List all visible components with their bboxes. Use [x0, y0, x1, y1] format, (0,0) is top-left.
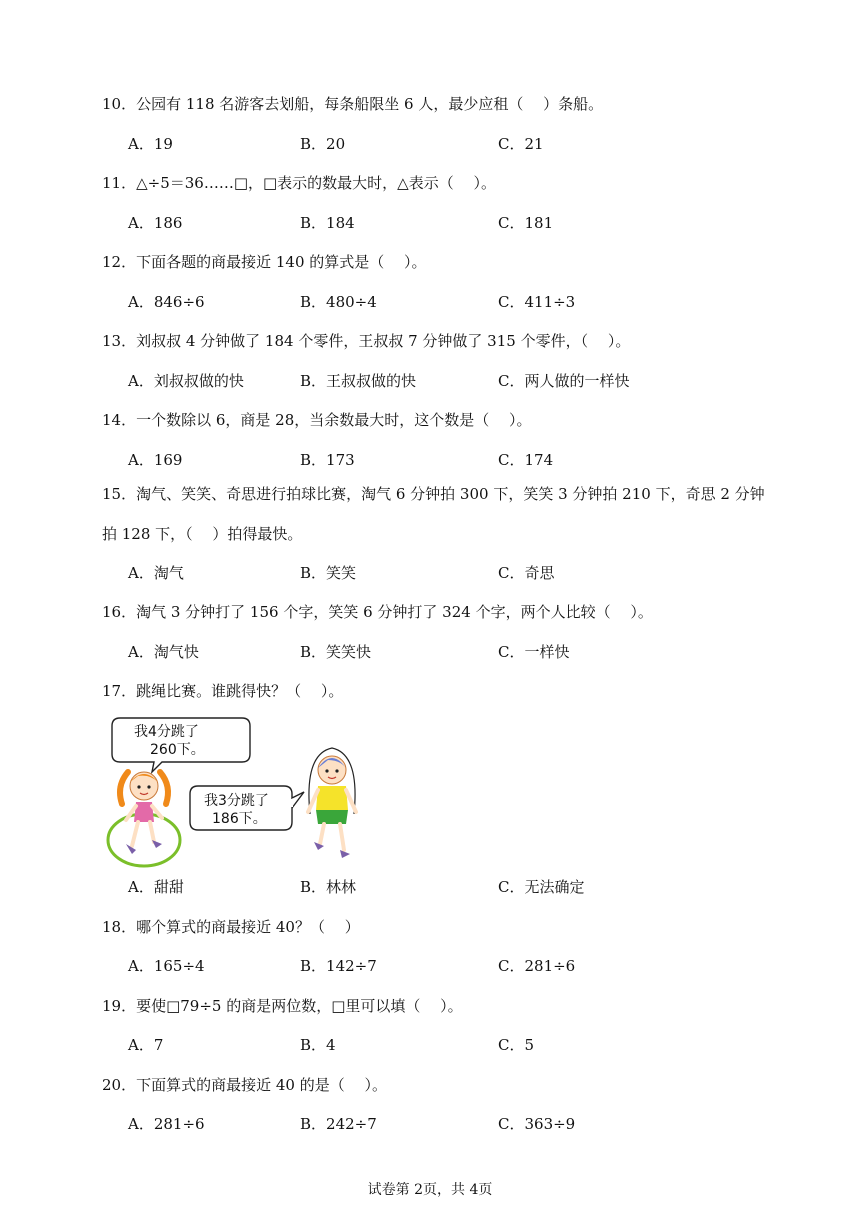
option-a: A．淘气快	[128, 643, 199, 661]
question-13: 13．刘叔叔 4 分钟做了 184 个零件，王叔叔 7 分钟做了 315 个零件，（ ）。	[102, 332, 631, 350]
question-19: 19．要使□79÷5 的商是两位数，□里可以填（ ）。	[102, 997, 463, 1015]
jump-rope-illustration	[104, 714, 394, 870]
option-c: C．一样快	[498, 643, 570, 661]
options-16	[128, 642, 768, 662]
question-12: 12．下面各题的商最接近 140 的算式是（ ）。	[102, 253, 427, 271]
question-17: 17．跳绳比赛。谁跳得快？（ ）。	[102, 682, 344, 700]
question-15-line-2: 拍 128 下，（ ）拍得最快。	[102, 525, 303, 543]
option-b: B．242÷7	[300, 1115, 377, 1133]
options-14	[128, 450, 768, 470]
option-a: A．7	[128, 1036, 164, 1054]
question-14: 14．一个数除以 6，商是 28，当余数最大时，这个数是（ ）。	[102, 411, 532, 429]
page-footer: 试卷第 2页，共 4页	[367, 1182, 493, 1198]
options-15	[128, 563, 768, 583]
option-a: A．846÷6	[128, 293, 205, 311]
boy-speech-bubble	[190, 786, 304, 830]
girl-figure-icon	[108, 772, 180, 866]
option-b: B．笑笑快	[300, 643, 372, 661]
option-a: A．刘叔叔做的快	[128, 372, 244, 390]
options-17	[128, 877, 768, 897]
option-a: A．19	[128, 135, 173, 153]
options-13	[128, 371, 768, 391]
option-b: B．184	[300, 214, 355, 232]
option-b: B．4	[300, 1036, 336, 1054]
option-a: A．281÷6	[128, 1115, 205, 1133]
option-b: B．142÷7	[300, 957, 377, 975]
options-19	[128, 1035, 768, 1055]
option-a: A．169	[128, 451, 183, 469]
option-b: B．王叔叔做的快	[300, 372, 417, 390]
options-11	[128, 213, 768, 233]
question-15: 15．淘气、笑笑、奇思进行拍球比赛，淘气 6 分钟拍 300 下，笑笑 3 分钟拍 210 下，奇思 2 分钟	[102, 485, 765, 503]
option-c: C．281÷6	[498, 957, 576, 975]
option-a: A．165÷4	[128, 957, 205, 975]
options-18	[128, 956, 768, 976]
option-a: A．淘气	[128, 564, 184, 582]
option-b: B．480÷4	[300, 293, 377, 311]
option-c: C．无法确定	[498, 878, 585, 896]
question-18: 18．哪个算式的商最接近 40？（ ）	[102, 918, 360, 936]
question-10: 10．公园有 118 名游客去划船，每条船限坐 6 人，最少应租（ ）条船。	[102, 95, 604, 113]
options-20	[128, 1114, 768, 1134]
boy-figure-icon	[308, 748, 356, 858]
option-c: C．21	[498, 135, 544, 153]
option-c: C．411÷3	[498, 293, 576, 311]
options-12	[128, 292, 768, 312]
option-c: C．181	[498, 214, 554, 232]
option-b: B．20	[300, 135, 346, 153]
option-b: B．173	[300, 451, 355, 469]
option-c: C．奇思	[498, 564, 555, 582]
question-11: 11．△÷5＝36……□，□表示的数最大时，△表示（ ）。	[102, 174, 496, 192]
girl-bubble-line-1: 我4分跳了	[134, 724, 199, 740]
options-10	[128, 134, 768, 154]
option-a: A．186	[128, 214, 183, 232]
option-a: A．甜甜	[128, 878, 184, 896]
question-20: 20．下面算式的商最接近 40 的是（ ）。	[102, 1076, 387, 1094]
option-c: C．5	[498, 1036, 535, 1054]
option-b: B．笑笑	[300, 564, 357, 582]
option-c: C．363÷9	[498, 1115, 576, 1133]
option-c: C．174	[498, 451, 554, 469]
boy-bubble-line-1: 我3分跳了	[204, 793, 269, 809]
boy-bubble-line-2: 186下。	[212, 811, 267, 827]
girl-speech-bubble	[112, 718, 250, 772]
girl-bubble-line-2: 260下。	[150, 742, 205, 758]
option-c: C．两人做的一样快	[498, 372, 630, 390]
question-16: 16．淘气 3 分钟打了 156 个字，笑笑 6 分钟打了 324 个字，两个人比较（ ）。	[102, 603, 653, 621]
option-b: B．林林	[300, 878, 357, 896]
